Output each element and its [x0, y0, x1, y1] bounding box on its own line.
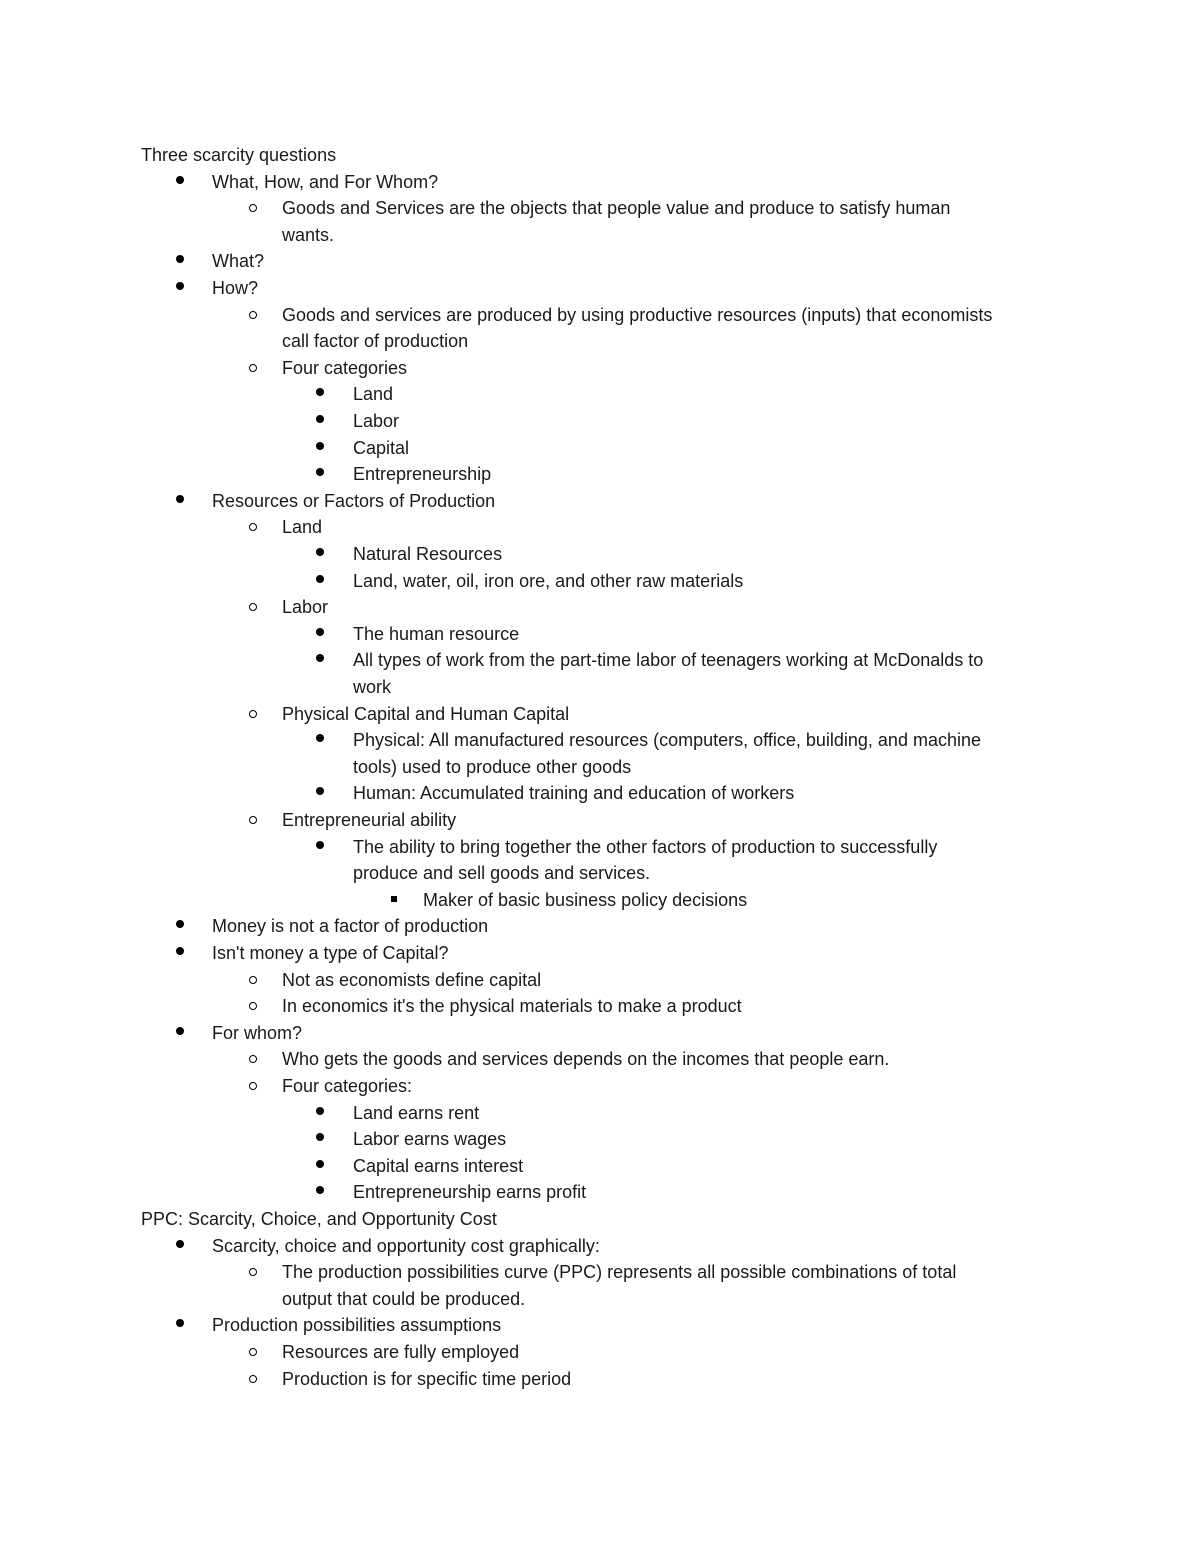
- outline-item-text: Four categories: [282, 357, 408, 378]
- outline-item: [353, 834, 937, 861]
- outline-item-text: Isn't money a type of Capital?: [212, 943, 449, 963]
- outline-item: [353, 860, 650, 887]
- outline-item-text: For whom?: [212, 1022, 303, 1043]
- outline-item: [282, 1046, 889, 1073]
- outline-item: [282, 302, 992, 329]
- disc-bullet-icon: [316, 541, 326, 568]
- disc-bullet-icon: [316, 1126, 326, 1153]
- outline-item: [282, 1366, 571, 1393]
- outline-item: [212, 1233, 600, 1260]
- disc-bullet-icon: [176, 488, 186, 515]
- outline-item-text: call factor of production: [282, 331, 469, 352]
- outline-item: [282, 514, 322, 541]
- circle-bullet-icon: [249, 967, 259, 994]
- outline-item-text: Entrepreneurial ability: [282, 810, 457, 830]
- outline-item-text: Land, water, oil, iron ore, and other raw materials: [353, 570, 744, 591]
- outline-item-text: The human resource: [353, 623, 520, 644]
- outline-item: [212, 940, 449, 967]
- outline-item: [212, 1020, 302, 1047]
- outline-item: [353, 568, 743, 595]
- outline-item-text: In economics it's the physical materials to make a product: [282, 996, 742, 1017]
- outline-item: [353, 727, 981, 754]
- disc-bullet-icon: [176, 1312, 186, 1339]
- circle-bullet-icon: [249, 1366, 259, 1393]
- disc-bullet-icon: [316, 1153, 326, 1180]
- outline-item-text: All types of work from the part-time labor of teenagers working at McDonalds to: [353, 650, 984, 671]
- outline-item: [423, 887, 747, 914]
- section-heading: [141, 1206, 497, 1233]
- disc-bullet-icon: [316, 834, 326, 861]
- outline-item-text: What, How, and For Whom?: [212, 171, 439, 192]
- outline-item-text: Money is not a factor of production: [212, 916, 489, 937]
- outline-item: [353, 541, 502, 568]
- outline-item-text: Goods and Services are the objects that people value and produce to satisfy human: [282, 198, 951, 219]
- circle-bullet-icon: [249, 1073, 259, 1100]
- outline-item-text: Capital: [353, 437, 410, 458]
- disc-bullet-icon: [316, 727, 326, 754]
- outline-item-text: Maker of basic business policy decisions: [423, 889, 748, 910]
- disc-bullet-icon: [176, 1233, 186, 1260]
- circle-bullet-icon: [249, 1046, 259, 1073]
- outline-item-text: Labor: [353, 411, 400, 431]
- disc-bullet-icon: [316, 1179, 326, 1206]
- outline-item-text: How?: [212, 278, 259, 298]
- outline-item: [212, 913, 488, 940]
- outline-item-text: Human: Accumulated training and education of workers: [353, 783, 795, 804]
- outline-item: [282, 328, 468, 355]
- circle-bullet-icon: [249, 701, 259, 728]
- circle-bullet-icon: [249, 355, 259, 382]
- outline-item-text: What?: [212, 251, 265, 272]
- outline-item: [282, 993, 742, 1020]
- square-bullet-icon: [390, 887, 400, 914]
- outline-item: [353, 435, 409, 462]
- outline-item-text: Natural Resources: [353, 544, 503, 564]
- outline-item-text: The production possibilities curve (PPC) represents all possible combinations of total: [282, 1262, 957, 1283]
- outline-item-text: Who gets the goods and services depends on the incomes that people earn.: [282, 1049, 890, 1070]
- outline-item-text: Land: [282, 517, 323, 538]
- disc-bullet-icon: [176, 1020, 186, 1047]
- outline-item: [282, 967, 541, 994]
- disc-bullet-icon: [176, 940, 186, 967]
- circle-bullet-icon: [249, 1339, 259, 1366]
- outline-item: [353, 754, 631, 781]
- outline-item-text: The ability to bring together the other factors of production to successfully: [353, 836, 938, 857]
- outline-item: [353, 1100, 479, 1127]
- outline-item: [353, 1126, 506, 1153]
- outline-item-text: Capital earns interest: [353, 1155, 524, 1176]
- outline-item-text: Scarcity, choice and opportunity cost graphically:: [212, 1235, 600, 1256]
- outline-item-text: Labor: [282, 597, 329, 618]
- outline-item: [353, 461, 491, 488]
- outline-item: [353, 381, 393, 408]
- outline-item-text: Goods and services are produced by using productive resources (inputs) that economists: [282, 304, 993, 325]
- outline-item-text: tools) used to produce other goods: [353, 756, 632, 777]
- outline-item-text: Production is for specific time period: [282, 1368, 572, 1389]
- outline-item: [282, 222, 334, 249]
- circle-bullet-icon: [249, 993, 259, 1020]
- circle-bullet-icon: [249, 807, 259, 834]
- outline-item: [353, 647, 983, 674]
- outline-item-text: Production possibilities assumptions: [212, 1315, 502, 1336]
- outline-item: [353, 1153, 523, 1180]
- disc-bullet-icon: [176, 169, 186, 196]
- outline-item: [212, 488, 495, 515]
- outline-item: [353, 621, 519, 648]
- outline-item: [282, 1339, 519, 1366]
- circle-bullet-icon: [249, 302, 259, 329]
- outline-item: [282, 594, 328, 621]
- outline-item: [212, 169, 438, 196]
- outline-item: [353, 408, 399, 435]
- outline-item: [212, 275, 258, 302]
- disc-bullet-icon: [176, 275, 186, 302]
- outline-item: [353, 674, 391, 701]
- outline-item-text: Land earns rent: [353, 1102, 480, 1123]
- disc-bullet-icon: [316, 435, 326, 462]
- outline-item-text: Physical Capital and Human Capital: [282, 703, 570, 724]
- disc-bullet-icon: [316, 1100, 326, 1127]
- disc-bullet-icon: [316, 780, 326, 807]
- outline-item: [282, 355, 407, 382]
- circle-bullet-icon: [249, 594, 259, 621]
- disc-bullet-icon: [176, 248, 186, 275]
- circle-bullet-icon: [249, 514, 259, 541]
- outline-item-text: work: [353, 677, 392, 697]
- outline-item-text: Resources are fully employed: [282, 1342, 520, 1362]
- disc-bullet-icon: [316, 621, 326, 648]
- outline-item: [212, 1312, 501, 1339]
- disc-bullet-icon: [316, 461, 326, 488]
- section-heading: [141, 142, 336, 169]
- outline-item-text: Land: [353, 384, 394, 405]
- outline-item-text: PPC: Scarcity, Choice, and Opportunity Cost: [141, 1209, 497, 1229]
- outline-item: [282, 1073, 412, 1100]
- outline-item: [282, 701, 569, 728]
- outline-item-text: produce and sell goods and services.: [353, 863, 651, 884]
- outline-item-text: Not as economists define capital: [282, 969, 542, 990]
- outline-item-text: Resources or Factors of Production: [212, 490, 496, 511]
- disc-bullet-icon: [316, 408, 326, 435]
- outline-item-text: Four categories:: [282, 1076, 413, 1096]
- outline-item: [282, 1259, 956, 1286]
- outline-item-text: wants.: [282, 224, 335, 245]
- outline-item-text: Three scarcity questions: [141, 145, 337, 165]
- outline-item: [282, 195, 950, 222]
- outline-item-text: output that could be produced.: [282, 1288, 526, 1309]
- disc-bullet-icon: [316, 381, 326, 408]
- outline-item-text: Entrepreneurship: [353, 464, 492, 485]
- outline-item: [282, 1286, 525, 1313]
- outline-item: [212, 248, 264, 275]
- outline-item: [282, 807, 456, 834]
- outline-item: [353, 780, 794, 807]
- circle-bullet-icon: [249, 195, 259, 222]
- disc-bullet-icon: [176, 913, 186, 940]
- disc-bullet-icon: [316, 647, 326, 674]
- outline-item-text: Physical: All manufactured resources (computers, office, building, and machine: [353, 730, 981, 751]
- outline-item-text: Entrepreneurship earns profit: [353, 1182, 587, 1203]
- outline-item: [353, 1179, 586, 1206]
- circle-bullet-icon: [249, 1259, 259, 1286]
- disc-bullet-icon: [316, 568, 326, 595]
- outline-item-text: Labor earns wages: [353, 1129, 507, 1150]
